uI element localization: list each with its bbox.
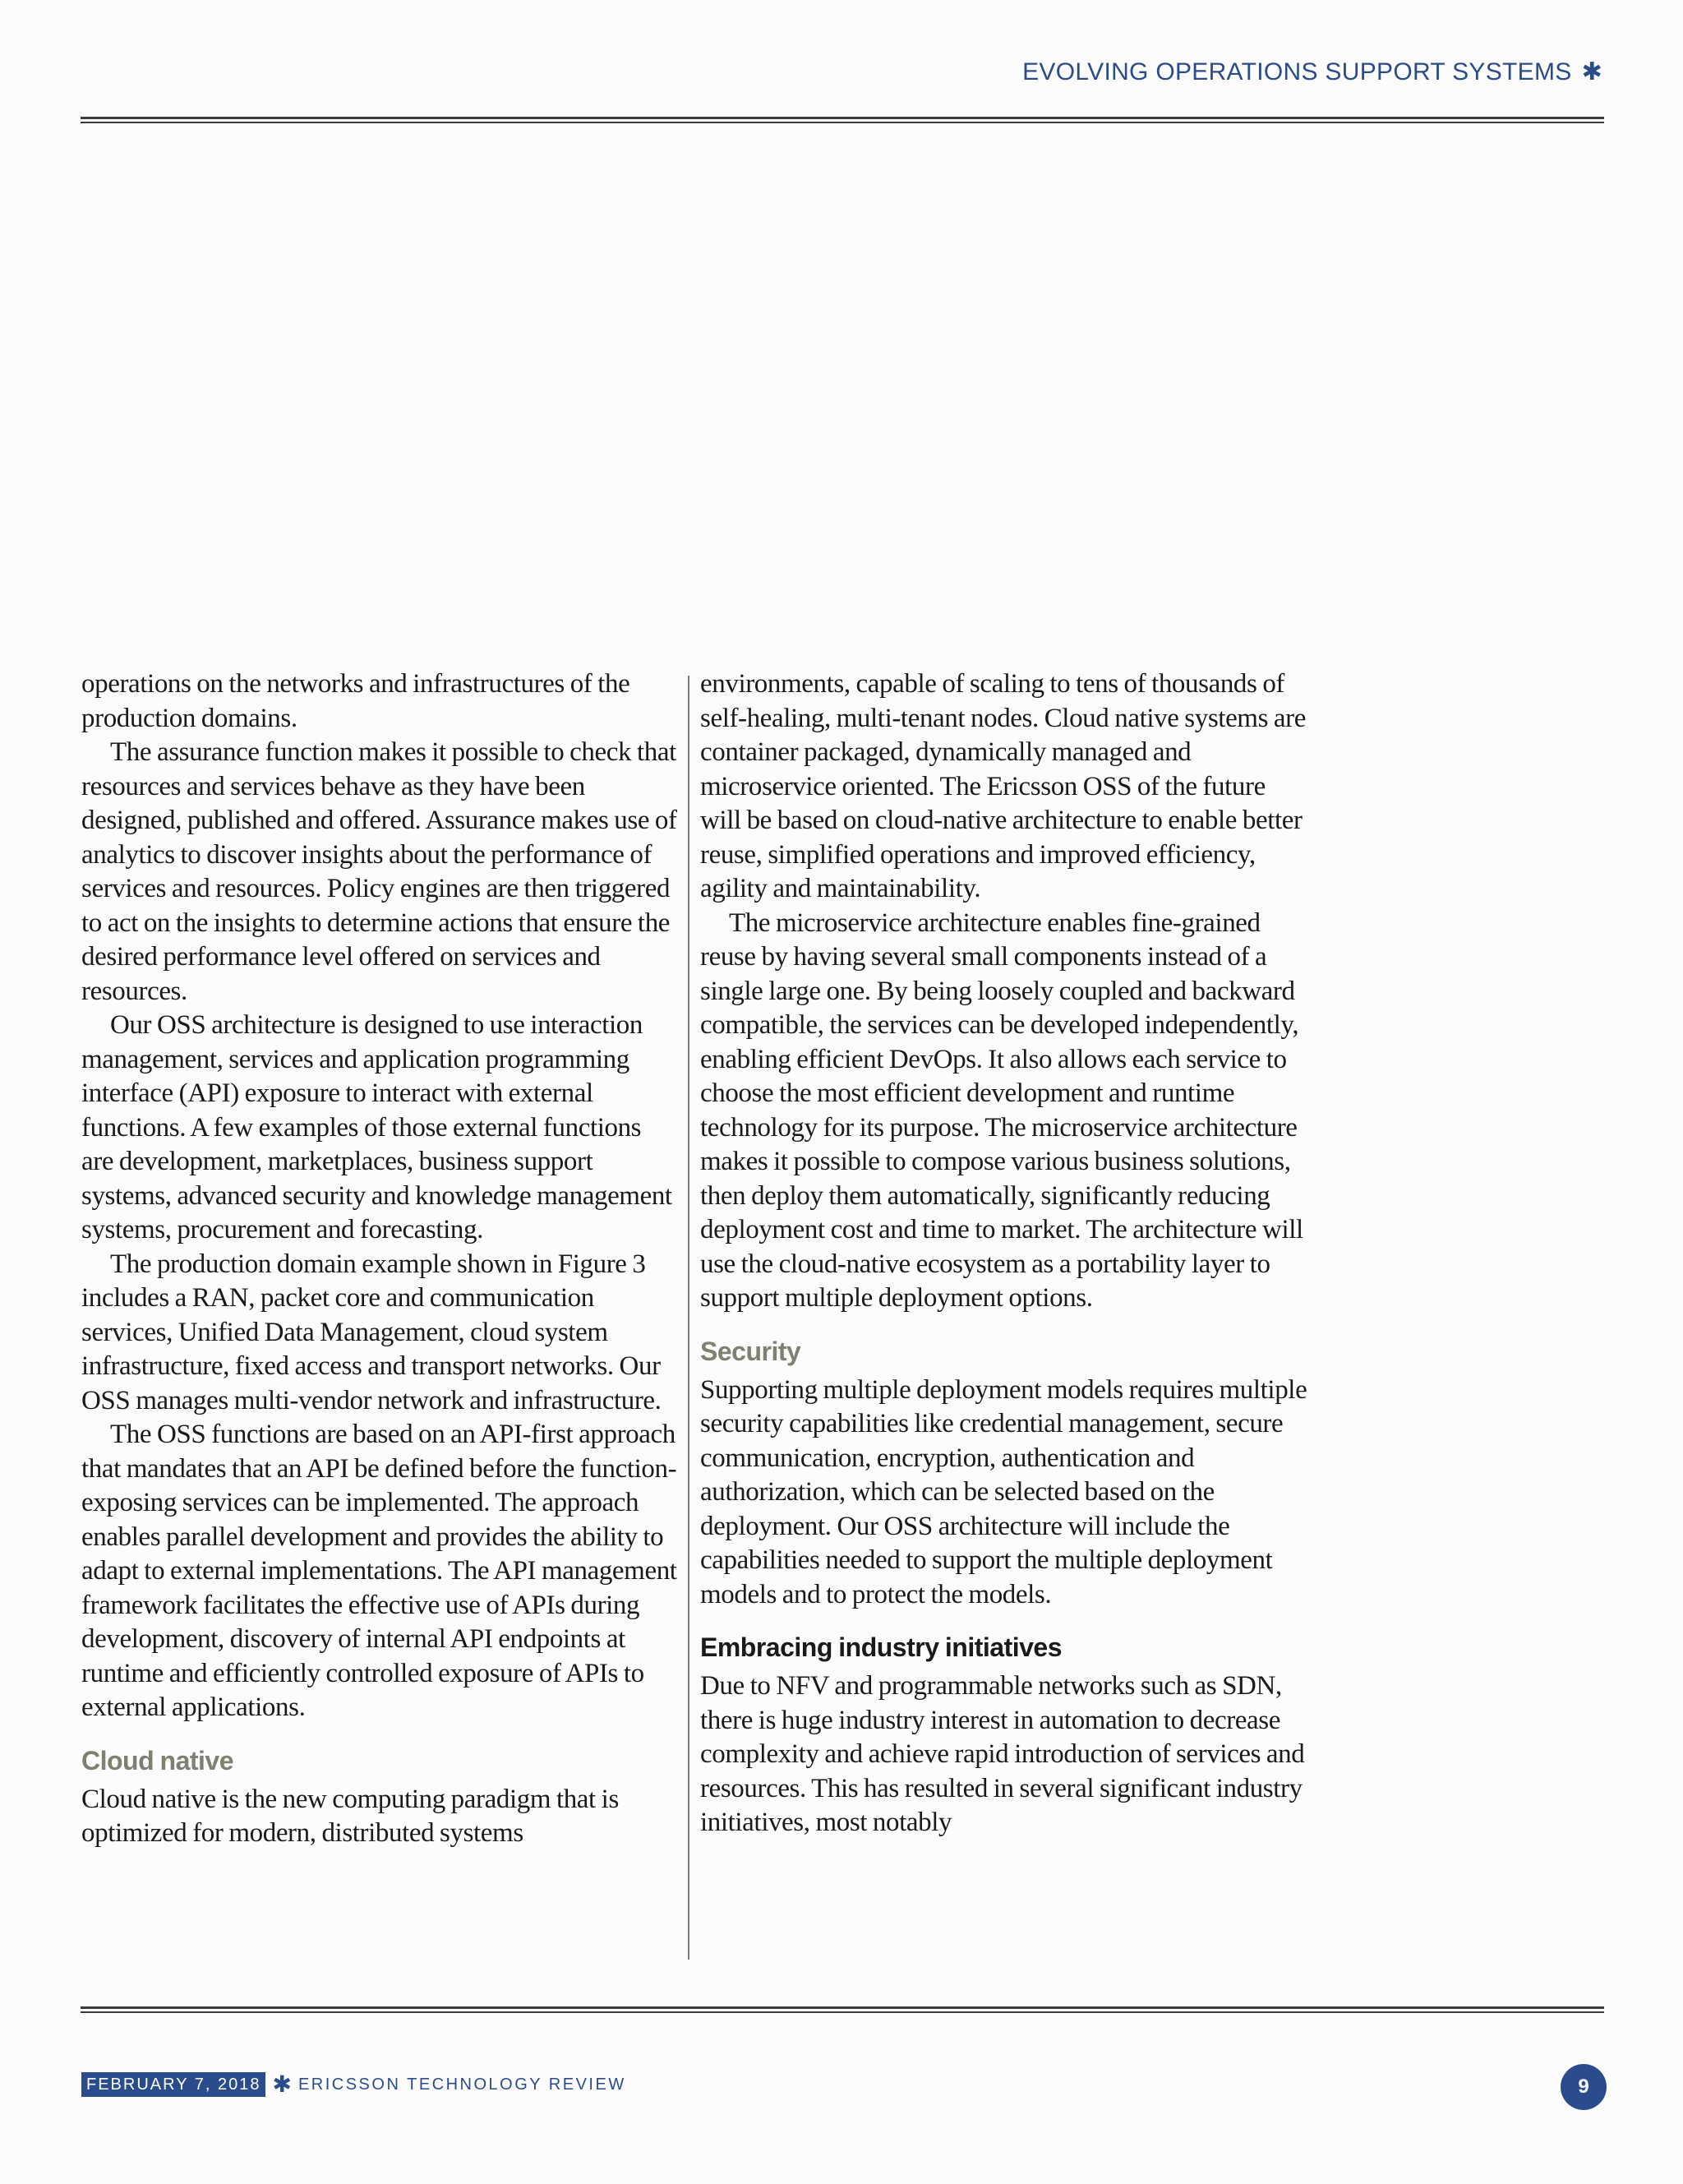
running-header: [1022, 58, 1602, 86]
paragraph: operations on the networks and infrastructures of the production domains.: [81, 669, 630, 733]
paragraph: Our OSS architecture is designed to use interaction management, services and application programming interface (API) exposure to interact with external functions. A few examples of those external functions are development, marketplaces, business support systems, advanced security and knowledge management systems, procurement and forecasting.: [81, 1010, 672, 1244]
date-badge: FEBRUARY 7, 2018: [81, 2072, 265, 2097]
running-header-text: EVOLVING OPERATIONS SUPPORT SYSTEMS: [1022, 58, 1572, 85]
paragraph: environments, capable of scaling to tens of thousands of self-healing, multi-tenant nodes. Cloud native systems are container packaged, dynamically managed and microservice oriented. The Ericsson OSS of the future will be based on cloud-native architecture to enable better reuse, simplified operations and improved efficiency, agility and maintainability.: [700, 669, 1306, 903]
paragraph: Supporting multiple deployment models requires multiple security capabilities like credential management, secure communication, encryption, authentication and authorization, which can be selected based on the deployment. Our OSS architecture will include the capabilities needed to support the multiple deployment models and to protect the models.: [700, 1374, 1307, 1609]
section-heading-cloud-native: Cloud native: [81, 1745, 234, 1775]
paragraph: Cloud native is the new computing paradigm that is optimized for modern, distributed systems: [81, 1784, 619, 1848]
left-column: [81, 667, 679, 1851]
paragraph: The OSS functions are based on an API-first approach that mandates that an API be defined before the function-exposing services can be implemented. The approach enables parallel development and provides the ability to adapt to external implementations. The API management framework facilitates the effective use of APIs during development, discovery of internal API endpoints at runtime and efficiently controlled exposure of APIs to external applications.: [81, 1420, 677, 1722]
asterisk-icon: ✱: [272, 2071, 292, 2097]
column-divider: [688, 676, 689, 1960]
header-rule: [81, 117, 1604, 123]
paragraph: The assurance function makes it possible to check that resources and services behave as they have been designed, published and offered. Assurance makes use of analytics to discover insights about the performance of services and resources. Policy engines are then triggered to act on the insights to determine actions that ensure the desired performance level offered on services and resources.: [81, 737, 677, 1006]
paragraph: The microservice architecture enables fine-grained reuse by having several small components instead of a single large one. By being loosely coupled and backward compatible, the services can be developed independently, enabling efficient DevOps. It also allows each service to choose the most efficient development and runtime technology for its purpose. The microservice architecture makes it possible to compose various business solutions, then deploy them automatically, significantly reducing deployment cost and time to market. The architecture will use the cloud-native ecosystem as a portability layer to support multiple deployment options.: [700, 907, 1303, 1313]
page-number: 9: [1561, 2064, 1607, 2110]
paragraph: Due to NFV and programmable networks such as SDN, there is huge industry interest in automation to decrease complexity and achieve rapid introduction of services and resources. This has resulted in several significant industry initiatives, most notably: [700, 1671, 1305, 1837]
footer: [81, 2072, 626, 2097]
footer-rule: [81, 2006, 1604, 2013]
publication-title: ERICSSON TECHNOLOGY REVIEW: [297, 2075, 626, 2094]
section-heading-security: Security: [700, 1336, 801, 1366]
section-heading-industry-initiatives: Embracing industry initiatives: [700, 1632, 1062, 1662]
asterisk-icon: ✱: [1581, 58, 1602, 85]
right-column: [700, 667, 1308, 1840]
paragraph: The production domain example shown in Figure 3 includes a RAN, packet core and communication services, Unified Data Management, cloud system infrastructure, fixed access and transport networks. Our OSS manages multi-vendor network and infrastructure.: [81, 1249, 662, 1415]
